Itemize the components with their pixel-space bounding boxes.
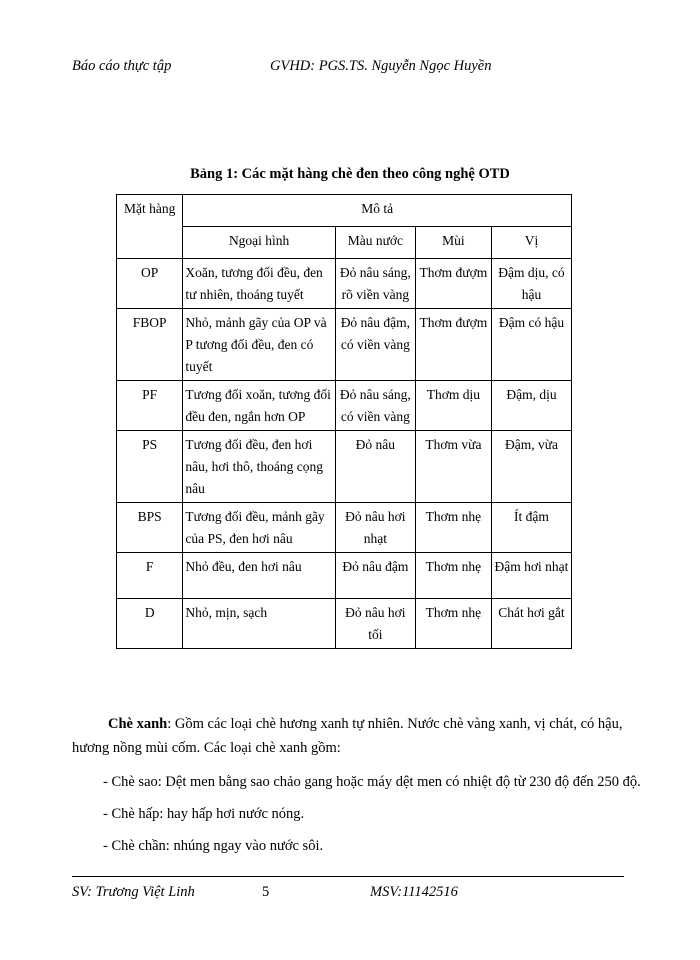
cell-taste: Ít đậm (491, 503, 571, 553)
cell-taste: Đậm, vừa (491, 431, 571, 503)
cell-liquor-color: Đỏ nâu sáng, có viền vàng (335, 381, 415, 431)
cell-appearance: Tương đối xoăn, tương đối đều đen, ngắn hơn OP (183, 381, 336, 431)
header-description: Mô tả (183, 195, 572, 227)
table-row (117, 503, 572, 553)
cell-liquor-color: Đỏ nâu hơi nhạt (335, 503, 415, 553)
table-header-row (117, 195, 572, 227)
subheader-taste: Vị (491, 227, 571, 259)
cell-liquor-color: Đỏ nâu hơi tối (335, 599, 415, 649)
green-tea-term: Chè xanh (108, 716, 168, 732)
header-report-title: Báo cáo thực tập (72, 58, 172, 74)
cell-taste: Đậm dịu, có hậu (491, 259, 571, 309)
bullet-che-hap: - Chè hấp: hay hấp hơi nước nóng. (103, 806, 305, 822)
cell-taste: Đậm có hậu (491, 309, 571, 381)
cell-aroma: Thơm nhẹ (415, 503, 491, 553)
subheader-aroma: Mùi (415, 227, 491, 259)
table-row (117, 553, 572, 599)
cell-aroma: Thơm nhẹ (415, 553, 491, 599)
table-row (117, 309, 572, 381)
green-tea-description: : Gồm các loại chè hương xanh tự nhiên. Nước chè vàng xanh, vị chát, có hậu, hương nồng mùi cốm. Các loại chè xanh gồm: (72, 716, 623, 756)
cell-liquor-color: Đỏ nâu (335, 431, 415, 503)
cell-aroma: Thơm nhẹ (415, 599, 491, 649)
cell-item: PS (117, 431, 183, 503)
cell-aroma: Thơm dịu (415, 381, 491, 431)
cell-item: PF (117, 381, 183, 431)
table-caption: Bảng 1: Các mặt hàng chè đen theo công nghệ OTD (190, 166, 510, 182)
cell-item: D (117, 599, 183, 649)
cell-taste: Chát hơi gắt (491, 599, 571, 649)
table-row (117, 381, 572, 431)
table-row (117, 431, 572, 503)
bullet-che-chan: - Chè chần: nhúng ngay vào nước sôi. (103, 838, 324, 854)
footer-student-id: MSV:11142516 (370, 884, 458, 900)
cell-appearance: Nhỏ, mảnh gãy của OP và P tương đối đều, đen có tuyết (183, 309, 336, 381)
table-subheader-row (117, 227, 572, 259)
cell-liquor-color: Đỏ nâu đậm, có viền vàng (335, 309, 415, 381)
cell-taste: Đậm hơi nhạt (491, 553, 571, 599)
footer-student: SV: Trương Việt Linh (72, 884, 195, 900)
header-item: Mặt hàng (117, 195, 183, 259)
table-row (117, 259, 572, 309)
cell-appearance: Tương đối đều, mảnh gãy của PS, đen hơi nâu (183, 503, 336, 553)
cell-item: F (117, 553, 183, 599)
cell-item: BPS (117, 503, 183, 553)
cell-aroma: Thơm đượm (415, 309, 491, 381)
cell-item: OP (117, 259, 183, 309)
cell-aroma: Thơm vừa (415, 431, 491, 503)
cell-appearance: Nhỏ đều, đen hơi nâu (183, 553, 336, 599)
subheader-liquor-color: Màu nước (335, 227, 415, 259)
cell-taste: Đậm, dịu (491, 381, 571, 431)
green-tea-paragraph (72, 712, 624, 760)
footer-page-number: 5 (262, 884, 270, 900)
cell-liquor-color: Đỏ nâu sáng, rõ viền vàng (335, 259, 415, 309)
cell-liquor-color: Đỏ nâu đậm (335, 553, 415, 599)
header-supervisor: GVHD: PGS.TS. Nguyễn Ngọc Huyền (270, 58, 492, 74)
subheader-appearance: Ngoại hình (183, 227, 336, 259)
cell-aroma: Thơm đượm (415, 259, 491, 309)
black-tea-table (116, 194, 572, 649)
bullet-che-sao: - Chè sao: Dệt men bằng sao chảo gang hoặc máy dệt men có nhiệt độ từ 230 độ đến 250 độ. (103, 774, 641, 790)
table-row (117, 599, 572, 649)
cell-appearance: Tương đối đều, đen hơi nâu, hơi thô, thoáng cọng nâu (183, 431, 336, 503)
cell-item: FBOP (117, 309, 183, 381)
footer-divider (72, 876, 624, 877)
cell-appearance: Nhỏ, mịn, sạch (183, 599, 336, 649)
cell-appearance: Xoăn, tương đối đều, đen tư nhiên, thoáng tuyết (183, 259, 336, 309)
